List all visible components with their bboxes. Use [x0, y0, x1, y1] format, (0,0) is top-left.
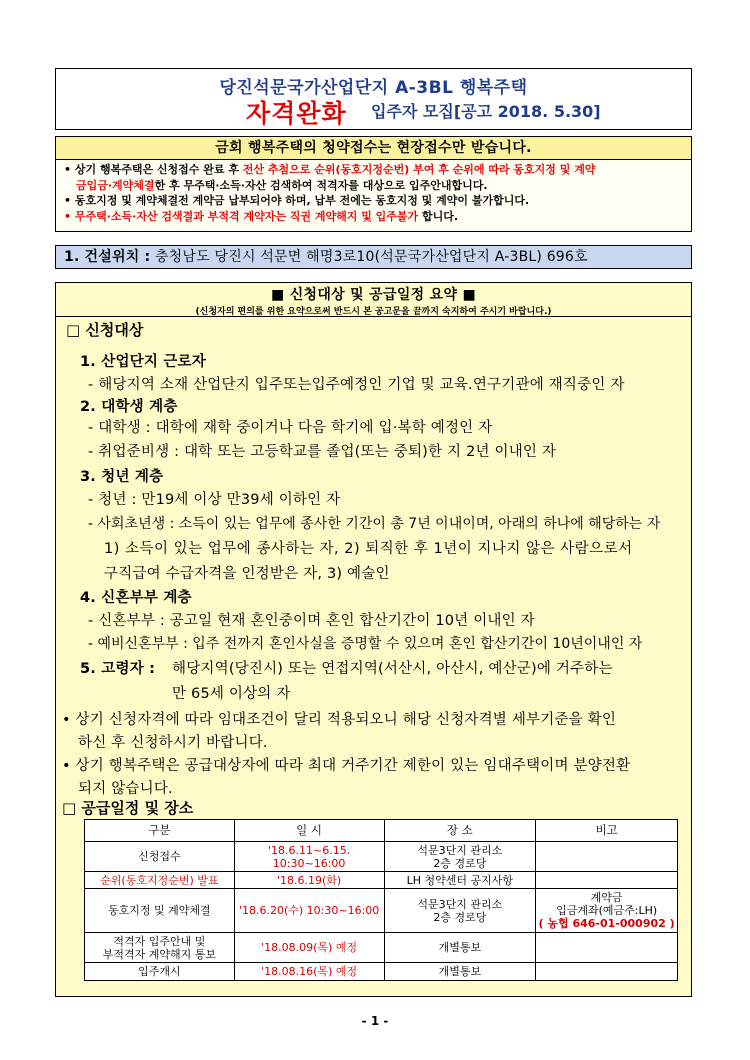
summary-title: ■ 신청대상 및 공급일정 요약 ■ [271, 287, 476, 303]
category-3-line-4: 구직급여 수급자격을 인정받은 자, 3) 예술인 [104, 566, 390, 582]
table-header-cell: 일 시 [234, 820, 384, 842]
category-3-line-3: 1) 소득이 있는 업무에 종사하는 자, 2) 퇴직한 후 1년이 지나지 않은 사람으로서 [104, 541, 633, 557]
location-box [55, 245, 692, 269]
table-header-cell: 비고 [536, 820, 678, 842]
category-2-title: 2. 대학생 계층 [80, 399, 178, 415]
table-row [85, 933, 678, 963]
table-cell-category: 신청접수 [85, 842, 235, 872]
title-top: 당진석문국가산업단지 A-3BL 행복주택 [219, 78, 528, 98]
table-cell-place: 석문3단지 관리소 2층 경로당 [384, 889, 536, 933]
table-cell-place: 개별통보 [384, 963, 536, 981]
bullet-2-line-1: • 상기 행복주택은 공급대상자에 따라 최대 거주기간 제한이 있는 임대주택이며 분양전환 [62, 758, 631, 774]
category-2-line-1: - 대학생 : 대학에 재학 중이거나 다음 학기에 입·복학 예정인 자 [88, 420, 493, 436]
category-4-line-2: - 예비신혼부부 : 입주 전까지 혼인사실을 증명할 수 있으며 혼인 합산기간이 10년이내인 자 [88, 636, 643, 652]
title-main: 자격완화 [246, 99, 347, 128]
table-header-cell: 구분 [85, 820, 235, 842]
category-3-title: 3. 청년 계층 [80, 469, 164, 485]
table-cell-date: '18.6.19(화) [234, 872, 384, 889]
location-label: 1. 건설위치 : [64, 249, 151, 265]
table-cell-place: LH 청약센터 공지사항 [384, 872, 536, 889]
table-header-cell: 장 소 [384, 820, 536, 842]
note-1-cont: 금입금·계약체결한 후 무주택·소득·자산 검색하여 적격자를 대상으로 입주안내합니다. [76, 178, 488, 192]
notice-banner: 금회 행복주택의 청약접수는 현장접수만 받습니다. [55, 136, 692, 160]
category-5-title: 5. 고령자 : [80, 661, 156, 677]
table-cell-category: 입주개시 [85, 963, 235, 981]
table-cell-category: 동호지정 및 계약체결 [85, 889, 235, 933]
category-1-line-1: - 해당지역 소재 산업단지 입주또는입주예정인 기업 및 교육.연구기관에 재직중인 자 [88, 377, 625, 393]
note-3: • 무주택·소득·자산 검색결과 부적격 계약자는 직권 계약해지 및 입주불가 합니다. [64, 209, 459, 223]
table-cell-category: 순위(동호지정순번) 발표 [85, 872, 235, 889]
table-row [85, 889, 678, 933]
category-3-line-2: - 사회초년생 : 소득이 있는 업무에 종사한 기간이 총 7년 이내이며, 아래의 하나에 해당하는 자 [88, 516, 661, 532]
category-5-line-2: 만 65세 이상의 자 [172, 686, 291, 702]
schedule-table [84, 819, 678, 981]
title-sub: 입주자 모집[공고 2018. 5.30] [371, 102, 601, 121]
schedule-section-title: □ 공급일정 및 장소 [62, 799, 194, 817]
bullet-1-line-1: • 상기 신청자격에 따라 임대조건이 달리 적용되오니 해당 신청자격별 세부기준을 확인 [62, 712, 617, 728]
summary-box [55, 282, 692, 997]
table-row [85, 842, 678, 872]
bullet-1-line-2: 하신 후 신청하시기 바랍니다. [78, 735, 268, 751]
category-5-line-1: 해당지역(당진시) 또는 연접지역(서산시, 아산시, 예산군)에 거주하는 [172, 661, 613, 677]
summary-heading [56, 283, 691, 317]
table-cell-note [536, 872, 678, 889]
target-section-title: □ 신청대상 [66, 321, 144, 339]
table-cell-category: 적격자 입주안내 및 부적격자 계약해지 통보 [85, 933, 235, 963]
notes-box [55, 160, 692, 232]
table-row [85, 963, 678, 981]
table-cell-date: '18.6.20(수) 10:30~16:00 [234, 889, 384, 933]
table-cell-note [536, 963, 678, 981]
category-2-line-2: - 취업준비생 : 대학 또는 고등학교를 졸업(또는 중퇴)한 지 2년 이내인 자 [88, 444, 557, 460]
title-box [55, 68, 692, 130]
table-cell-place: 석문3단지 관리소 2층 경로당 [384, 842, 536, 872]
table-cell-note: 계약금 입금계좌(예금주:LH) ( 농협 646-01-000902 ) [536, 889, 678, 933]
page-number: - 1 - [361, 1014, 389, 1028]
table-cell-note [536, 842, 678, 872]
category-4-title: 4. 신혼부부 계층 [80, 590, 192, 606]
category-3-line-1: - 청년 : 만19세 이상 만39세 이하인 자 [88, 492, 341, 508]
table-cell-date: '18.08.16(목) 예정 [234, 963, 384, 981]
summary-subtitle: (신청자의 편의를 위한 요약으로써 반드시 본 공고문을 끝까지 숙지하여 주시기 바랍니다.) [195, 307, 552, 317]
category-1-title: 1. 산업단지 근로자 [80, 354, 206, 370]
note-1: • 상기 행복주택은 신청접수 완료 후 전산 추첨으로 순위(동호지정순번) 부여 후 순위에 따라 동호지정 및 계약 [64, 163, 596, 176]
bullet-2-line-2: 되지 않습니다. [78, 781, 173, 797]
table-cell-date: '18.08.09(목) 예정 [234, 933, 384, 963]
table-cell-date: '18.6.11~6.15. 10:30~16:00 [234, 842, 384, 872]
category-4-line-1: - 신혼부부 : 공고일 현재 혼인중이며 혼인 합산기간이 10년 이내인 자 [88, 613, 535, 629]
table-header-row [85, 820, 678, 842]
note-2: • 동호지정 및 계약체결전 계약금 납부되어야 하며, 납부 전에는 동호지정 및 계약이 불가합니다. [64, 194, 530, 207]
table-cell-place: 개별통보 [384, 933, 536, 963]
bank-account: ( 농협 646-01-000902 ) [538, 917, 675, 930]
location-value: 충청남도 당진시 석문면 해명3로10(석문국가산업단지 A-3BL) 696호 [150, 249, 588, 265]
table-row [85, 872, 678, 889]
table-cell-note [536, 933, 678, 963]
